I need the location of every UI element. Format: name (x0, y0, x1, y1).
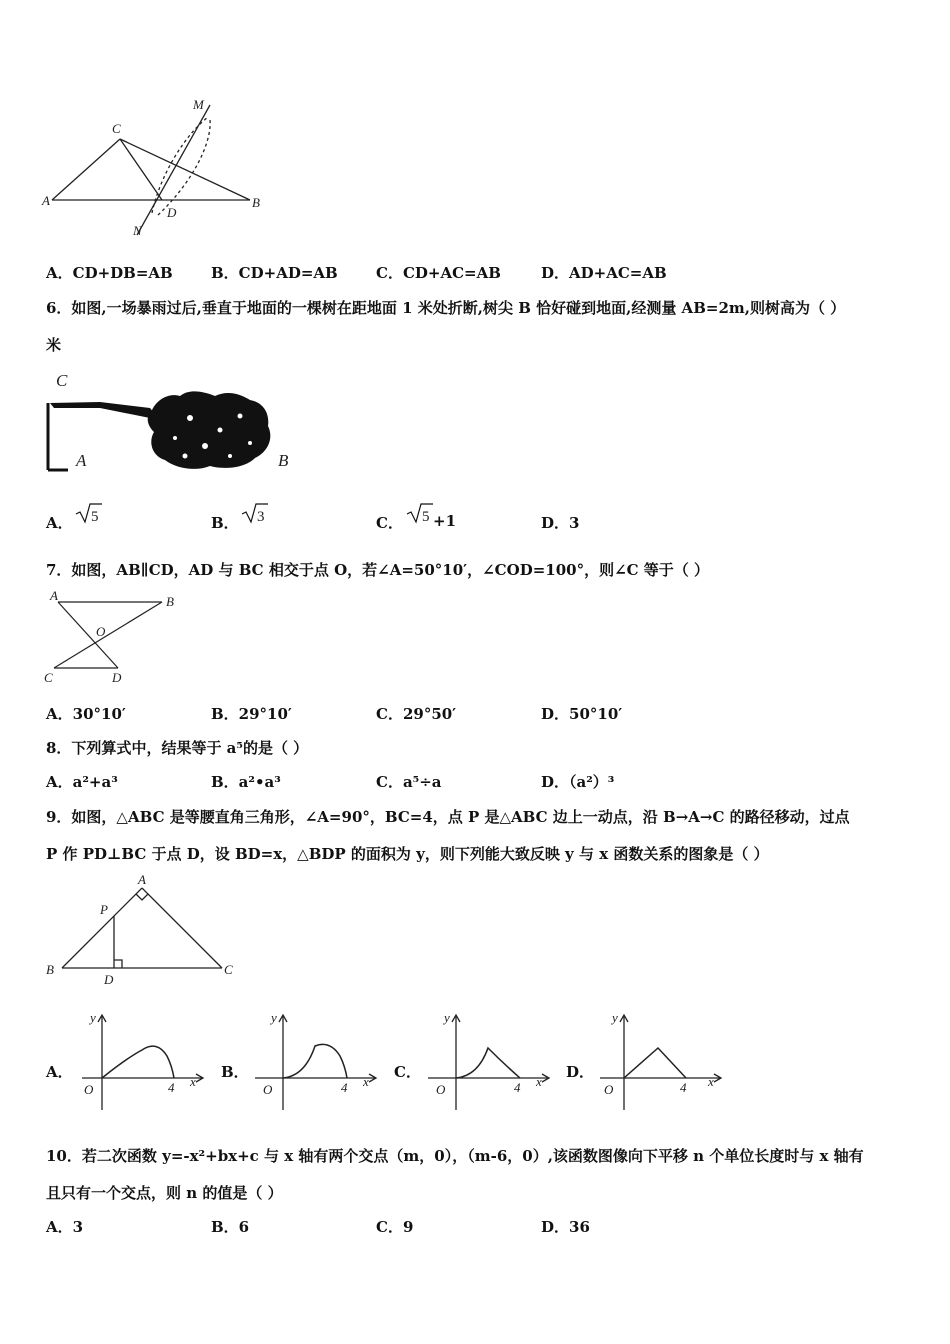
q6-label-b: B (278, 451, 289, 470)
q9-option-d[interactable]: D． (566, 1063, 595, 1081)
q5-option-a[interactable]: A．CD+DB=AB (46, 264, 173, 282)
q9-graph-c-four: 4 (514, 1080, 521, 1095)
q6-option-b-radical (240, 500, 270, 526)
q7-stem: 7．如图，AB∥CD，AD 与 BC 相交于点 O，若∠A=50°10′，∠COD=100°，则∠C 等于（ ） (46, 561, 710, 579)
q7-label-a: A (50, 588, 58, 603)
q9-option-c[interactable]: C． (394, 1063, 421, 1081)
q6-figure (40, 368, 305, 478)
q6-label-c: C (56, 371, 68, 390)
q6-option-a[interactable] (46, 512, 73, 533)
q9-label-p: P (100, 902, 108, 917)
q6-stem-line1: 6．如图,一场暴雨过后,垂直于地面的一棵树在距地面 1 米处折断,树尖 B 恰好碰到地面,经测量 AB=2m,则树高为（ ） (46, 299, 846, 317)
q5-label-m: M (193, 97, 204, 112)
q9-graph-c[interactable] (418, 1008, 558, 1113)
q5-label-a: A (42, 193, 50, 208)
q8-option-c[interactable]: C．a⁵÷a (376, 773, 442, 791)
q9-graph-a-y: y (90, 1010, 96, 1025)
q10-stem-line2: 且只有一个交点，则 n 的值是（ ） (46, 1184, 283, 1202)
q5-option-c[interactable]: C．CD+AC=AB (376, 264, 501, 282)
q7-figure (40, 588, 185, 688)
q9-label-a: A (138, 872, 146, 887)
q6-option-a-radical (74, 500, 104, 526)
q9-figure (40, 870, 245, 990)
q7-option-d[interactable]: D．50°10′ (541, 705, 623, 723)
q9-graph-b[interactable] (245, 1008, 385, 1113)
q9-graph-d[interactable] (590, 1008, 730, 1113)
q7-option-c[interactable]: C．29°50′ (376, 705, 457, 723)
q9-graph-b-x: x (363, 1074, 369, 1089)
q5-label-n: N (133, 223, 142, 238)
q9-label-b: B (46, 962, 54, 977)
q10-stem-line1: 10．若二次函数 y=-x²+bx+c 与 x 轴有两个交点（m，0），（m-6，0）,该函数图像向下平移 n 个单位长度时与 x 轴有 (46, 1147, 864, 1165)
q9-graph-a[interactable] (72, 1008, 212, 1113)
q5-label-c: C (112, 121, 121, 136)
q6-option-c[interactable] (376, 512, 403, 533)
q6-option-b[interactable] (211, 512, 239, 533)
q6-option-a-value: 5 (91, 509, 99, 525)
q6-stem-line2: 米 (46, 336, 62, 354)
q6-option-d[interactable]: D．3 (541, 514, 580, 532)
q9-stem-line1: 9．如图，△ABC 是等腰直角三角形，∠A=90°，BC=4，点 P 是△ABC 边上一动点，沿 B→A→C 的路径移动，过点 (46, 808, 850, 826)
q6-option-c-radical (405, 500, 435, 526)
q8-option-d[interactable]: D．（a²）³ (541, 773, 615, 791)
q8-option-b[interactable]: B．a²•a³ (211, 773, 281, 791)
q6-label-a: A (76, 451, 87, 470)
q9-graph-b-y: y (271, 1010, 277, 1025)
q5-label-b: B (252, 195, 260, 210)
q9-label-d: D (104, 972, 114, 987)
q9-graph-d-origin: O (604, 1082, 614, 1097)
q7-label-o: O (96, 624, 106, 639)
q9-stem-line2: P 作 PD⊥BC 于点 D，设 BD=x，△BDP 的面积为 y，则下列能大致反映 y 与 x 函数关系的图象是（ ） (46, 845, 769, 863)
q9-graph-a-four: 4 (168, 1080, 175, 1095)
q7-label-b: B (166, 594, 174, 609)
q6-option-c-value: 5 (422, 509, 430, 525)
q9-graph-b-origin: O (263, 1082, 273, 1097)
q6-option-c-letter: C． (376, 514, 403, 532)
q6-option-c-suffix: +1 (433, 512, 457, 530)
q6-option-b-letter: B． (211, 514, 239, 532)
q6-option-a-letter: A． (46, 514, 73, 532)
q9-option-a[interactable]: A． (46, 1063, 73, 1081)
q7-option-b[interactable]: B．29°10′ (211, 705, 292, 723)
q9-graph-a-x: x (190, 1074, 196, 1089)
q9-label-c: C (224, 962, 233, 977)
q5-label-d: D (167, 205, 177, 220)
q9-option-b[interactable]: B． (221, 1063, 249, 1081)
q9-graph-a-origin: O (84, 1082, 94, 1097)
q9-graph-d-y: y (612, 1010, 618, 1025)
q10-option-b[interactable]: B．6 (211, 1218, 250, 1236)
q7-label-c: C (44, 670, 53, 685)
q10-option-a[interactable]: A．3 (46, 1218, 84, 1236)
q8-stem: 8．下列算式中，结果等于 a⁵的是（ ） (46, 739, 309, 757)
q5-figure (40, 95, 270, 240)
q9-graph-d-four: 4 (680, 1080, 687, 1095)
q5-option-d[interactable]: D．AD+AC=AB (541, 264, 667, 282)
q9-graph-c-y: y (444, 1010, 450, 1025)
q8-option-a[interactable]: A．a²+a³ (46, 773, 118, 791)
q9-graph-c-origin: O (436, 1082, 446, 1097)
q9-graph-b-four: 4 (341, 1080, 348, 1095)
q10-option-d[interactable]: D．36 (541, 1218, 590, 1236)
q10-option-c[interactable]: C．9 (376, 1218, 414, 1236)
q5-option-b[interactable]: B．CD+AD=AB (211, 264, 338, 282)
q6-option-b-value: 3 (257, 509, 265, 525)
q7-option-a[interactable]: A．30°10′ (46, 705, 126, 723)
q7-label-d: D (112, 670, 122, 685)
q9-graph-c-x: x (536, 1074, 542, 1089)
q9-graph-d-x: x (708, 1074, 714, 1089)
